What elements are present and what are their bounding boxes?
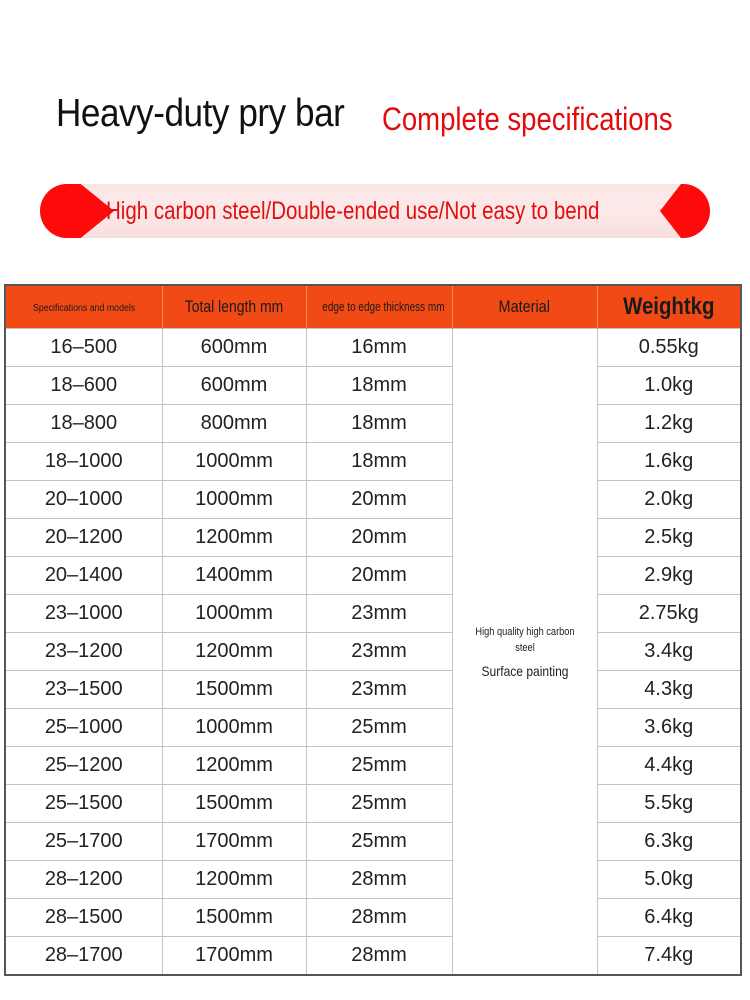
cell-thickness: 16mm — [306, 329, 452, 367]
table-row — [5, 747, 741, 785]
cell-thickness: 23mm — [306, 671, 452, 709]
cell-length: 1700mm — [162, 823, 306, 861]
banner-text: High carbon steel/Double-ended use/Not easy to bend — [106, 197, 600, 225]
cell-model: 23–1200 — [5, 633, 162, 671]
material-quality: High quality high carbon steel — [474, 626, 575, 654]
page-subtitle: Complete specifications — [382, 101, 673, 137]
cell-length: 800mm — [162, 405, 306, 443]
cell-thickness: 23mm — [306, 633, 452, 671]
table-row — [5, 405, 741, 443]
cell-thickness: 25mm — [306, 785, 452, 823]
cell-length: 1200mm — [162, 861, 306, 899]
cell-model: 20–1200 — [5, 519, 162, 557]
table-row — [5, 671, 741, 709]
table-row — [5, 937, 741, 976]
table-row — [5, 899, 741, 937]
cell-thickness: 25mm — [306, 823, 452, 861]
table-row — [5, 785, 741, 823]
cell-weight: 4.3kg — [597, 671, 741, 709]
table-row — [5, 709, 741, 747]
cell-weight: 4.4kg — [597, 747, 741, 785]
cell-length: 1200mm — [162, 747, 306, 785]
cell-thickness: 20mm — [306, 481, 452, 519]
page-title: Heavy-duty pry bar — [56, 92, 345, 135]
header-material — [452, 285, 597, 329]
cell-weight: 7.4kg — [597, 937, 741, 976]
cell-length: 1400mm — [162, 557, 306, 595]
cell-weight: 3.6kg — [597, 709, 741, 747]
table-row — [5, 595, 741, 633]
cell-thickness: 18mm — [306, 367, 452, 405]
cell-model: 20–1000 — [5, 481, 162, 519]
cell-length: 1700mm — [162, 937, 306, 976]
cell-model: 25–1000 — [5, 709, 162, 747]
cell-weight: 1.6kg — [597, 443, 741, 481]
header-weight — [597, 285, 741, 329]
cell-length: 600mm — [162, 329, 306, 367]
cell-model: 16–500 — [5, 329, 162, 367]
header-material-label: Material — [498, 297, 551, 316]
cell-weight: 2.9kg — [597, 557, 741, 595]
cell-thickness: 28mm — [306, 861, 452, 899]
cell-length: 1500mm — [162, 785, 306, 823]
cell-model: 20–1400 — [5, 557, 162, 595]
material-finish: Surface painting — [480, 663, 569, 679]
cell-model: 18–600 — [5, 367, 162, 405]
table-row — [5, 443, 741, 481]
cell-length: 1000mm — [162, 595, 306, 633]
table-body — [5, 329, 741, 976]
cell-length: 1000mm — [162, 443, 306, 481]
title-row — [0, 92, 750, 154]
table-row — [5, 557, 741, 595]
spec-table — [4, 284, 742, 976]
header-thickness — [306, 285, 452, 329]
header-spec — [5, 285, 162, 329]
feature-banner — [40, 184, 710, 238]
table-row — [5, 861, 741, 899]
cell-weight: 5.5kg — [597, 785, 741, 823]
cell-thickness: 28mm — [306, 937, 452, 976]
header-length — [162, 285, 306, 329]
cell-thickness: 20mm — [306, 557, 452, 595]
header-spec-label: Specifications and models — [32, 303, 135, 314]
cell-weight: 1.2kg — [597, 405, 741, 443]
cell-weight: 2.75kg — [597, 595, 741, 633]
cell-weight: 3.4kg — [597, 633, 741, 671]
table-row — [5, 823, 741, 861]
table-header-row — [5, 285, 741, 329]
cell-weight: 2.5kg — [597, 519, 741, 557]
cell-model: 25–1700 — [5, 823, 162, 861]
cell-model: 28–1500 — [5, 899, 162, 937]
cell-length: 1000mm — [162, 709, 306, 747]
cell-thickness: 25mm — [306, 709, 452, 747]
cell-model: 18–800 — [5, 405, 162, 443]
cell-length: 1500mm — [162, 671, 306, 709]
header-weight-label: Weightkg — [623, 293, 715, 320]
cell-thickness: 23mm — [306, 595, 452, 633]
cell-model: 25–1200 — [5, 747, 162, 785]
cell-model: 18–1000 — [5, 443, 162, 481]
cell-length: 1500mm — [162, 899, 306, 937]
table-row — [5, 519, 741, 557]
header-length-label: Total length mm — [184, 297, 284, 316]
cell-weight: 6.3kg — [597, 823, 741, 861]
cell-weight: 1.0kg — [597, 367, 741, 405]
table-row — [5, 633, 741, 671]
cell-thickness: 18mm — [306, 443, 452, 481]
cell-weight: 6.4kg — [597, 899, 741, 937]
cell-material — [452, 329, 597, 976]
cell-thickness: 20mm — [306, 519, 452, 557]
header-thickness-label: edge to edge thickness mm — [321, 300, 445, 314]
table-row — [5, 367, 741, 405]
table-row — [5, 481, 741, 519]
cell-length: 600mm — [162, 367, 306, 405]
cell-weight: 0.55kg — [597, 329, 741, 367]
cell-model: 23–1000 — [5, 595, 162, 633]
cell-model: 28–1700 — [5, 937, 162, 976]
cell-thickness: 18mm — [306, 405, 452, 443]
cell-model: 25–1500 — [5, 785, 162, 823]
cell-thickness: 28mm — [306, 899, 452, 937]
cell-length: 1200mm — [162, 633, 306, 671]
table-row — [5, 329, 741, 367]
cell-model: 23–1500 — [5, 671, 162, 709]
cell-length: 1200mm — [162, 519, 306, 557]
cell-thickness: 25mm — [306, 747, 452, 785]
cell-length: 1000mm — [162, 481, 306, 519]
cell-weight: 2.0kg — [597, 481, 741, 519]
cell-model: 28–1200 — [5, 861, 162, 899]
cell-weight: 5.0kg — [597, 861, 741, 899]
